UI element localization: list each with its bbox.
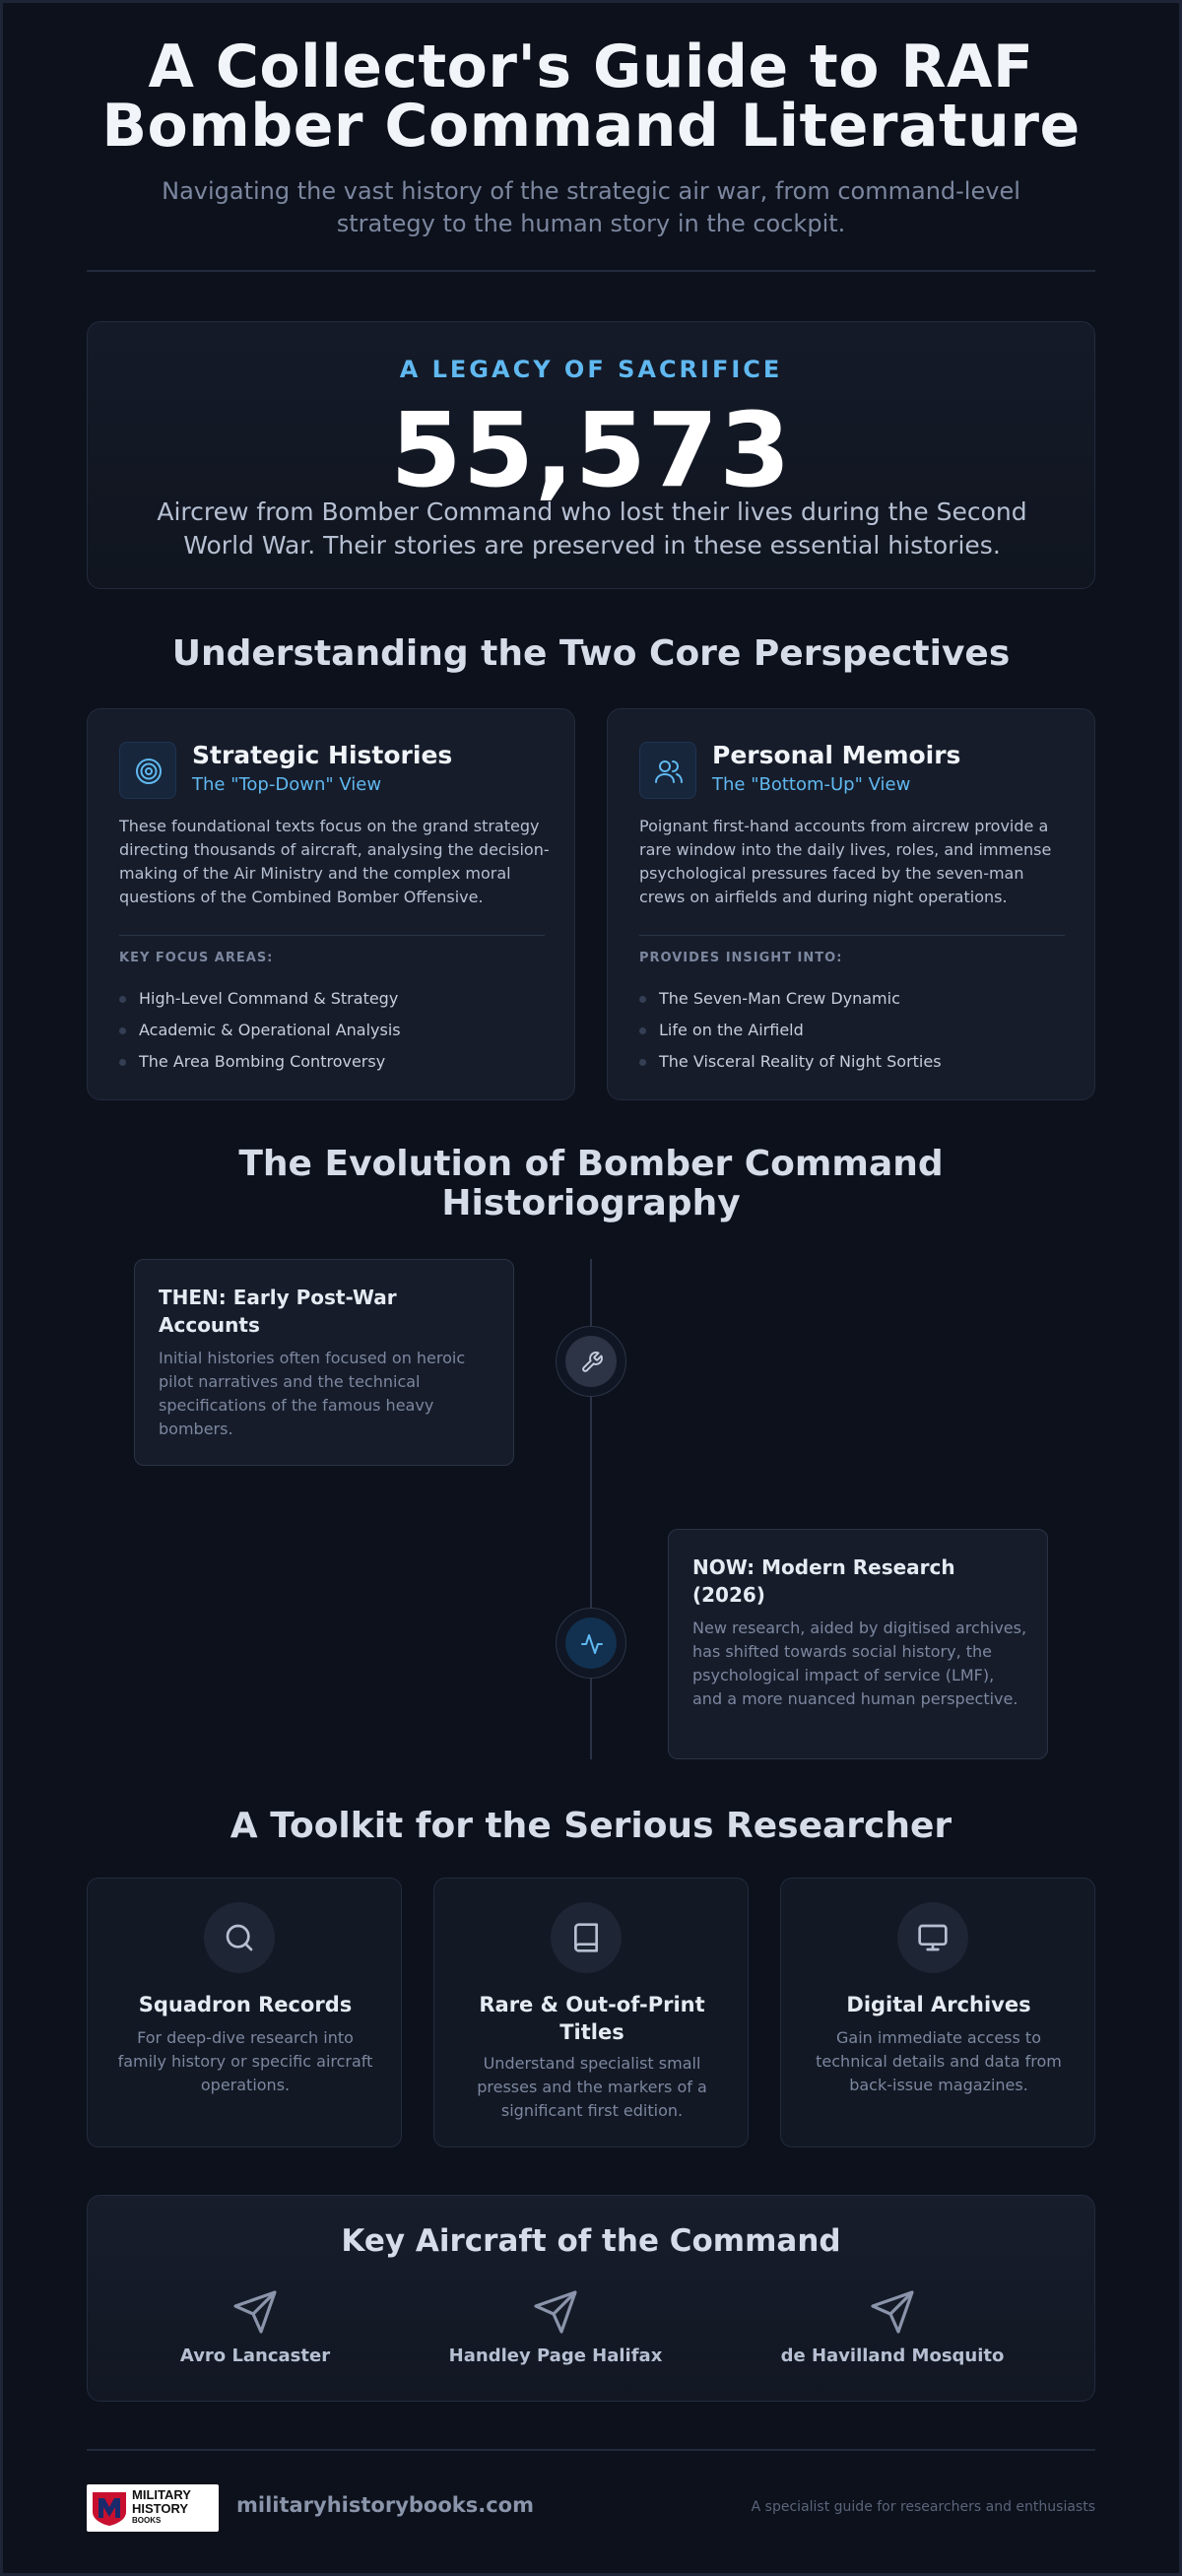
insight-list <box>639 983 942 1078</box>
target-icon <box>119 742 176 799</box>
aircraft-item <box>107 2288 403 2366</box>
list-item-label: Life on the Airfield <box>659 1021 804 1039</box>
monitor-icon <box>897 1902 968 1973</box>
tool-description: For deep-dive research into family history or specific aircraft operations. <box>117 2028 373 2094</box>
aircraft-name: Avro Lancaster <box>179 2345 331 2366</box>
list-item <box>639 983 942 1015</box>
bullet-icon <box>119 996 126 1003</box>
logo-text-line1: MILITARY <box>132 2487 191 2502</box>
list-item-label: Academic & Operational Analysis <box>139 1021 401 1039</box>
timeline-title-line2: Accounts <box>159 1313 260 1337</box>
search-icon <box>204 1902 275 1973</box>
aircraft-name: Handley Page Halifax <box>448 2345 663 2366</box>
tool-description: Gain immediate access to technical details and data from back-issue magazines. <box>816 2028 1062 2094</box>
aircraft-name: de Havilland Mosquito <box>780 2345 1005 2366</box>
tool-card-rare-titles <box>433 1878 749 2147</box>
stat-description: Aircrew from Bomber Command who lost their lives during the Second World War. Their stories are preserved in these essential histories. <box>157 497 1027 560</box>
list-item <box>639 1046 942 1078</box>
site-link[interactable]: militaryhistorybooks.com <box>236 2493 534 2517</box>
list-item-label: The Visceral Reality of Night Sorties <box>659 1052 942 1071</box>
strategic-histories-card <box>87 708 575 1100</box>
card-description: Poignant first-hand accounts from aircrew provide a rare window into the daily lives, roles, and immense psychological pressures faced by the seven-man crews on airfields and during night operations. <box>639 817 1052 906</box>
list-item-label: The Area Bombing Controversy <box>139 1052 386 1071</box>
tool-description: Understand specialist small presses and the markers of a significant first edition. <box>477 2054 707 2120</box>
timeline-node-now <box>556 1608 626 1679</box>
evolution-title <box>87 1145 1095 1223</box>
footer-divider <box>87 2449 1095 2451</box>
timeline-title-line1: NOW: Modern Research <box>692 1555 955 1579</box>
card-title: Personal Memoirs <box>712 741 961 769</box>
card-subtitle: The "Bottom-Up" View <box>712 774 911 795</box>
timeline-title-line1: THEN: Early Post-War <box>159 1286 397 1309</box>
book-icon <box>551 1902 622 1973</box>
card-divider <box>639 935 1065 936</box>
users-icon <box>639 742 696 799</box>
logo-shield-icon <box>91 2490 128 2526</box>
bullet-icon <box>639 1059 646 1066</box>
bullet-icon <box>119 1059 126 1066</box>
aircraft-panel <box>87 2195 1095 2402</box>
bullet-icon <box>639 1027 646 1034</box>
evolution-title-line1: The Evolution of Bomber Command <box>238 1144 944 1184</box>
list-item-label: High-Level Command & Strategy <box>139 989 399 1008</box>
tool-card-digital-archives <box>780 1878 1095 2147</box>
toolkit-title: A Toolkit for the Serious Researcher <box>230 1806 952 1846</box>
timeline-card-title <box>159 1284 493 1339</box>
list-heading: KEY FOCUS AREAS: <box>119 951 274 965</box>
card-description: These foundational texts focus on the grand strategy directing thousands of aircraft, analysing the decision-making of the Air Ministry and the complex moral questions of the Combined Bomber Offensive. <box>119 817 550 906</box>
list-item <box>119 1015 401 1046</box>
page-title <box>0 33 1182 161</box>
logo-text-line2: HISTORY <box>132 2501 189 2516</box>
timeline-node-then <box>556 1326 626 1397</box>
header-divider <box>87 270 1095 272</box>
aircraft-item <box>745 2288 1040 2366</box>
send-icon <box>869 2288 916 2336</box>
tool-title-line1: Rare & Out-of-Print <box>479 1993 705 2016</box>
card-divider <box>119 935 545 936</box>
aircraft-item <box>408 2288 703 2366</box>
list-heading: PROVIDES INSIGHT INTO: <box>639 951 843 965</box>
timeline-card-title <box>692 1553 1027 1609</box>
timeline-card-description: Initial histories often focused on heroic pilot narratives and the technical specifications of the famous heavy bombers. <box>159 1349 466 1438</box>
tool-card-squadron-records <box>87 1878 402 2147</box>
page-subtitle: Navigating the vast history of the strategic air war, from command-level strategy to the human story in the cockpit. <box>162 177 1020 237</box>
timeline-card-description: New research, aided by digitised archives, has shifted towards social history, the psychological impact of service (LMF), and a more nuanced human perspective. <box>692 1618 1027 1708</box>
logo-text-line3: BOOKS <box>132 2516 162 2525</box>
send-icon <box>532 2288 579 2336</box>
tool-title <box>454 1991 730 2046</box>
stat-kicker: A LEGACY OF SACRIFICE <box>399 356 783 383</box>
perspectives-title: Understanding the Two Core Perspectives <box>171 633 1011 674</box>
evolution-title-line2: Historiography <box>441 1183 741 1223</box>
timeline-card-now <box>668 1529 1048 1759</box>
footer-tagline: A specialist guide for researchers and enthusiasts <box>751 2499 1095 2515</box>
card-subtitle: The "Top-Down" View <box>192 774 382 795</box>
stat-card <box>87 321 1095 589</box>
focus-list <box>119 983 401 1078</box>
bullet-icon <box>119 1027 126 1034</box>
bullet-icon <box>639 996 646 1003</box>
send-icon <box>231 2288 279 2336</box>
card-title: Strategic Histories <box>192 741 453 769</box>
list-item <box>119 1046 401 1078</box>
timeline-card-then <box>134 1259 514 1466</box>
page-title-line2: Bomber Command Literature <box>101 92 1081 161</box>
wrench-icon <box>580 1351 604 1374</box>
list-item <box>119 983 401 1015</box>
logo[interactable] <box>87 2484 219 2532</box>
tool-title-line2: Titles <box>559 2020 624 2044</box>
list-item <box>639 1015 942 1046</box>
personal-memoirs-card <box>607 708 1095 1100</box>
stat-number: 55,573 <box>390 390 792 510</box>
timeline-title-line2: (2026) <box>692 1583 765 1607</box>
tool-title: Squadron Records <box>138 1993 353 2016</box>
activity-icon <box>580 1632 604 1656</box>
list-item-label: The Seven-Man Crew Dynamic <box>659 989 900 1008</box>
tool-title: Digital Archives <box>846 1993 1031 2016</box>
aircraft-title: Key Aircraft of the Command <box>341 2223 841 2259</box>
page-title-line1: A Collector's Guide to RAF <box>148 33 1034 101</box>
